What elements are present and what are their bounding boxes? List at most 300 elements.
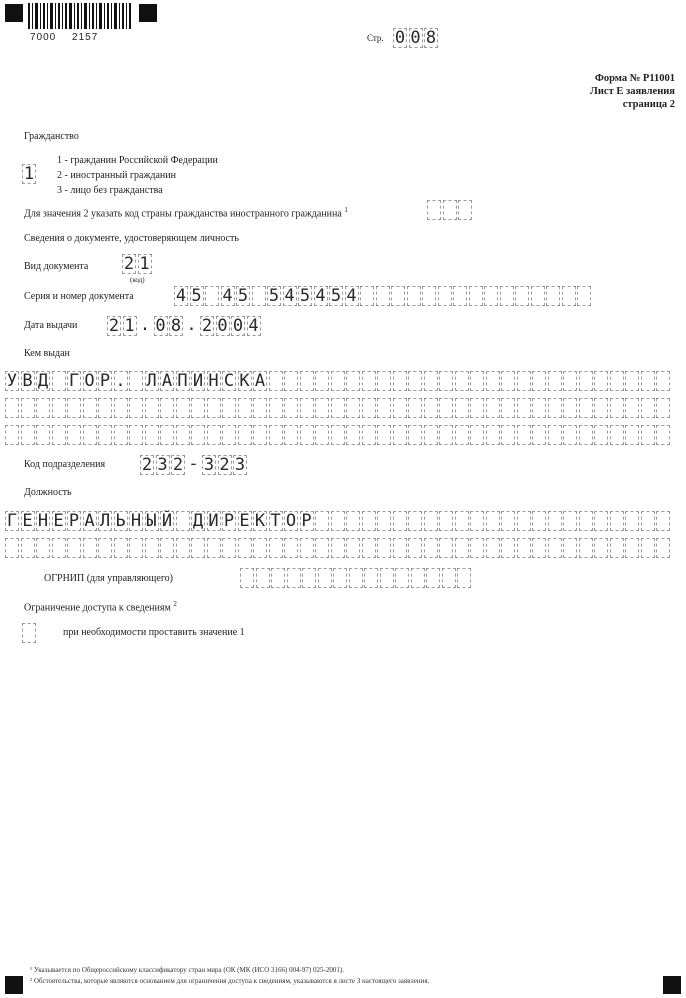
char-cell[interactable] (160, 538, 174, 558)
char-cell[interactable] (395, 568, 409, 588)
char-cell[interactable] (470, 371, 484, 391)
char-cell[interactable]: Г (6, 511, 18, 531)
char-cell[interactable] (656, 425, 670, 445)
char-cell[interactable]: 3 (203, 455, 215, 475)
document-number-boxes[interactable] (174, 286, 593, 306)
char-cell[interactable]: А (84, 511, 95, 531)
char-cell[interactable] (346, 371, 360, 391)
char-cell[interactable] (377, 511, 391, 531)
char-cell[interactable]: 4 (284, 286, 295, 306)
char-cell[interactable] (469, 286, 483, 306)
char-cell[interactable] (287, 568, 301, 588)
char-cell[interactable] (284, 371, 298, 391)
char-cell[interactable] (191, 398, 205, 418)
char-cell[interactable] (252, 286, 266, 306)
char-cell[interactable]: 1 (124, 316, 135, 336)
char-cell[interactable] (284, 398, 298, 418)
char-cell[interactable]: Р (223, 511, 235, 531)
char-cell[interactable] (532, 425, 546, 445)
char-cell[interactable] (315, 425, 329, 445)
char-cell[interactable] (222, 425, 236, 445)
char-cell[interactable] (36, 398, 50, 418)
char-cell[interactable]: К (254, 511, 266, 531)
char-cell[interactable] (484, 286, 498, 306)
char-cell[interactable] (346, 511, 360, 531)
char-cell[interactable] (625, 538, 639, 558)
char-cell[interactable] (548, 538, 562, 558)
page-number-boxes[interactable] (393, 28, 440, 48)
char-cell[interactable]: 2 (201, 316, 213, 336)
char-cell[interactable] (438, 286, 452, 306)
char-cell[interactable] (486, 425, 500, 445)
char-cell[interactable] (391, 286, 405, 306)
char-cell[interactable] (408, 371, 422, 391)
char-cell[interactable] (129, 398, 143, 418)
char-cell[interactable] (455, 511, 469, 531)
char-cell[interactable]: Ь (115, 511, 126, 531)
char-cell[interactable] (579, 538, 593, 558)
char-cell[interactable] (517, 511, 531, 531)
char-cell[interactable] (284, 425, 298, 445)
char-cell[interactable] (238, 425, 252, 445)
char-cell[interactable] (176, 538, 190, 558)
char-cell[interactable]: О (84, 371, 95, 391)
char-cell[interactable]: 3 (234, 455, 246, 475)
char-cell[interactable]: Л (99, 511, 111, 531)
char-cell[interactable] (269, 538, 283, 558)
char-cell[interactable] (579, 511, 593, 531)
char-cell[interactable] (393, 511, 407, 531)
char-cell[interactable] (256, 568, 270, 588)
char-cell[interactable] (458, 200, 472, 220)
char-cell[interactable] (426, 568, 440, 588)
char-cell[interactable] (532, 371, 546, 391)
char-cell[interactable] (362, 371, 376, 391)
char-cell[interactable] (145, 538, 159, 558)
char-cell[interactable]: Т (270, 511, 281, 531)
char-cell[interactable] (331, 538, 345, 558)
char-cell[interactable] (67, 538, 81, 558)
char-cell[interactable] (393, 371, 407, 391)
char-cell[interactable] (191, 425, 205, 445)
char-cell[interactable] (563, 425, 577, 445)
char-cell[interactable] (346, 425, 360, 445)
char-cell[interactable] (393, 398, 407, 418)
char-cell[interactable]: 0 (217, 316, 228, 336)
char-cell[interactable] (52, 425, 66, 445)
char-cell[interactable]: Г (68, 371, 80, 391)
char-cell[interactable]: О (285, 511, 297, 531)
char-cell[interactable] (145, 398, 159, 418)
char-cell[interactable]: 2 (123, 254, 135, 274)
char-cell[interactable]: 4 (222, 286, 233, 306)
char-cell[interactable] (52, 371, 66, 391)
char-cell[interactable] (625, 398, 639, 418)
char-cell[interactable] (207, 398, 221, 418)
char-cell[interactable] (563, 538, 577, 558)
char-cell[interactable]: А (161, 371, 173, 391)
char-cell[interactable] (315, 371, 329, 391)
char-cell[interactable] (407, 286, 421, 306)
char-cell[interactable] (362, 511, 376, 531)
char-cell[interactable] (207, 538, 221, 558)
char-cell[interactable] (532, 511, 546, 531)
char-cell[interactable] (205, 286, 219, 306)
char-cell[interactable] (500, 286, 514, 306)
char-cell[interactable] (442, 568, 456, 588)
char-cell[interactable] (579, 398, 593, 418)
char-cell[interactable] (98, 538, 112, 558)
char-cell[interactable] (486, 538, 500, 558)
char-cell[interactable] (269, 398, 283, 418)
char-cell[interactable]: В (22, 371, 33, 391)
char-cell[interactable] (240, 568, 254, 588)
char-cell[interactable] (457, 568, 471, 588)
char-cell[interactable] (83, 398, 97, 418)
char-cell[interactable] (625, 511, 639, 531)
char-cell[interactable] (439, 371, 453, 391)
char-cell[interactable]: А (254, 371, 266, 391)
char-cell[interactable] (346, 398, 360, 418)
char-cell[interactable] (610, 398, 624, 418)
char-cell[interactable]: Й (161, 511, 173, 531)
char-cell[interactable] (362, 538, 376, 558)
char-cell[interactable] (439, 425, 453, 445)
char-cell[interactable] (424, 398, 438, 418)
char-cell[interactable]: 4 (315, 286, 326, 306)
char-cell[interactable] (362, 398, 376, 418)
char-cell[interactable] (346, 538, 360, 558)
char-cell[interactable] (67, 398, 81, 418)
char-cell[interactable] (5, 398, 19, 418)
char-cell[interactable] (532, 538, 546, 558)
char-cell[interactable]: 4 (346, 286, 357, 306)
char-cell[interactable] (610, 538, 624, 558)
char-cell[interactable] (515, 286, 529, 306)
char-cell[interactable] (610, 511, 624, 531)
char-cell[interactable] (562, 286, 576, 306)
char-cell[interactable]: 5 (330, 286, 342, 306)
char-cell[interactable] (364, 568, 378, 588)
char-cell[interactable] (455, 538, 469, 558)
char-cell[interactable] (318, 568, 332, 588)
char-cell[interactable]: 4 (248, 316, 259, 336)
char-cell[interactable] (129, 371, 143, 391)
char-cell[interactable]: Н (208, 371, 219, 391)
char-cell[interactable] (408, 398, 422, 418)
char-cell[interactable]: 2 (108, 316, 120, 336)
char-cell[interactable] (424, 538, 438, 558)
char-cell[interactable]: П (177, 371, 188, 391)
char-cell[interactable] (641, 371, 655, 391)
issued-by-line-1[interactable] (5, 371, 672, 391)
char-cell[interactable]: Е (22, 511, 33, 531)
position-line-1[interactable] (5, 511, 672, 531)
char-cell[interactable] (377, 371, 391, 391)
char-cell[interactable] (331, 511, 345, 531)
char-cell[interactable] (439, 511, 453, 531)
char-cell[interactable] (269, 425, 283, 445)
char-cell[interactable] (300, 425, 314, 445)
char-cell[interactable] (548, 511, 562, 531)
char-cell[interactable] (594, 511, 608, 531)
char-cell[interactable] (641, 538, 655, 558)
char-cell[interactable] (470, 425, 484, 445)
char-cell[interactable]: С (223, 371, 235, 391)
char-cell[interactable] (656, 538, 670, 558)
char-cell[interactable] (517, 371, 531, 391)
char-cell[interactable] (408, 538, 422, 558)
char-cell[interactable] (424, 371, 438, 391)
document-type-boxes[interactable] (122, 254, 153, 274)
char-cell[interactable]: К (239, 371, 250, 391)
char-cell[interactable] (393, 538, 407, 558)
char-cell[interactable] (577, 286, 591, 306)
char-cell[interactable]: Р (301, 511, 312, 531)
char-cell[interactable] (360, 286, 374, 306)
char-cell[interactable] (362, 425, 376, 445)
char-cell[interactable] (21, 398, 35, 418)
char-cell[interactable] (129, 425, 143, 445)
char-cell[interactable] (517, 398, 531, 418)
char-cell[interactable] (486, 398, 500, 418)
char-cell[interactable]: 5 (237, 286, 249, 306)
char-cell[interactable]: Р (99, 371, 111, 391)
issue-date-boxes[interactable] (107, 316, 262, 336)
issue-date-label: Дата выдачи (24, 320, 78, 331)
char-cell[interactable] (160, 398, 174, 418)
char-cell[interactable]: 0 (155, 316, 166, 336)
char-cell[interactable] (67, 425, 81, 445)
char-cell[interactable] (641, 511, 655, 531)
char-cell[interactable] (253, 398, 267, 418)
char-cell[interactable]: Д (192, 511, 204, 531)
char-cell[interactable] (377, 398, 391, 418)
char-cell[interactable] (380, 568, 394, 588)
char-cell[interactable] (439, 398, 453, 418)
char-cell[interactable] (422, 286, 436, 306)
char-cell[interactable] (548, 398, 562, 418)
char-cell[interactable] (455, 398, 469, 418)
char-cell[interactable] (98, 425, 112, 445)
division-code-boxes[interactable] (140, 455, 249, 475)
char-cell[interactable]: Е (239, 511, 250, 531)
char-cell[interactable]: У (6, 371, 18, 391)
char-cell[interactable] (83, 538, 97, 558)
char-cell[interactable] (114, 425, 128, 445)
char-cell[interactable] (5, 425, 19, 445)
char-cell[interactable]: 2 (141, 455, 153, 475)
char-cell[interactable] (594, 538, 608, 558)
char-cell[interactable] (333, 568, 347, 588)
char-cell[interactable] (470, 511, 484, 531)
char-cell[interactable] (315, 398, 329, 418)
char-cell[interactable] (315, 511, 329, 531)
char-cell[interactable]: Н (130, 511, 142, 531)
position-line-2[interactable] (5, 538, 672, 558)
char-cell[interactable] (594, 371, 608, 391)
char-cell[interactable]: 4 (175, 286, 187, 306)
char-cell[interactable] (548, 425, 562, 445)
char-cell[interactable] (641, 425, 655, 445)
char-cell[interactable]: 0 (232, 316, 244, 336)
char-cell[interactable] (271, 568, 285, 588)
char-cell[interactable] (300, 398, 314, 418)
char-cell[interactable] (579, 371, 593, 391)
char-cell[interactable] (486, 371, 500, 391)
char-cell[interactable] (98, 398, 112, 418)
char-cell[interactable] (269, 371, 283, 391)
char-cell[interactable] (548, 371, 562, 391)
char-cell[interactable] (656, 511, 670, 531)
char-cell[interactable] (207, 425, 221, 445)
char-cell[interactable] (176, 511, 190, 531)
restriction-box[interactable] (22, 623, 38, 643)
char-cell[interactable]: 0 (394, 28, 406, 48)
char-cell[interactable] (656, 398, 670, 418)
char-cell[interactable] (424, 425, 438, 445)
char-cell[interactable] (238, 398, 252, 418)
char-cell[interactable]: 8 (170, 316, 182, 336)
char-cell[interactable] (501, 538, 515, 558)
char-cell[interactable]: 8 (425, 28, 437, 48)
char-cell[interactable] (331, 371, 345, 391)
char-cell[interactable] (253, 425, 267, 445)
char-cell[interactable] (517, 425, 531, 445)
char-cell[interactable]: Ы (146, 511, 157, 531)
char-cell[interactable]: 3 (157, 455, 168, 475)
char-cell[interactable] (302, 568, 316, 588)
char-cell[interactable] (331, 425, 345, 445)
char-cell[interactable] (563, 398, 577, 418)
char-cell[interactable] (315, 538, 329, 558)
char-cell[interactable] (625, 371, 639, 391)
char-cell[interactable] (501, 425, 515, 445)
char-cell[interactable] (641, 398, 655, 418)
char-cell[interactable]: 1 (23, 164, 35, 184)
char-cell[interactable] (610, 371, 624, 391)
char-cell[interactable] (191, 538, 205, 558)
char-cell[interactable] (443, 200, 457, 220)
char-cell[interactable] (563, 371, 577, 391)
char-cell[interactable] (501, 398, 515, 418)
char-cell[interactable] (22, 623, 36, 643)
char-cell[interactable] (470, 538, 484, 558)
char-cell[interactable] (411, 568, 425, 588)
char-cell[interactable] (393, 425, 407, 445)
restriction-hint: при необходимости проставить значение 1 (63, 627, 245, 638)
char-cell[interactable] (531, 286, 545, 306)
char-cell[interactable] (408, 511, 422, 531)
char-cell[interactable] (377, 538, 391, 558)
char-cell[interactable] (501, 371, 515, 391)
char-cell[interactable] (36, 425, 50, 445)
char-cell[interactable]: 2 (172, 455, 184, 475)
issued-by-line-2[interactable] (5, 398, 672, 418)
char-cell[interactable] (501, 511, 515, 531)
char-cell[interactable]: Н (37, 511, 49, 531)
char-cell[interactable] (594, 425, 608, 445)
char-cell[interactable] (377, 425, 391, 445)
char-cell[interactable] (563, 511, 577, 531)
char-cell[interactable] (5, 538, 19, 558)
barcode-bars (28, 3, 134, 29)
char-cell[interactable] (349, 568, 363, 588)
char-cell[interactable] (300, 371, 314, 391)
citizenship-box[interactable] (22, 164, 38, 184)
char-cell[interactable] (52, 398, 66, 418)
char-cell[interactable]: И (208, 511, 219, 531)
char-cell[interactable]: Р (68, 511, 80, 531)
char-cell[interactable] (129, 538, 143, 558)
issued-by-line-3[interactable] (5, 425, 672, 445)
char-cell[interactable] (284, 538, 298, 558)
char-cell[interactable]: 0 (410, 28, 421, 48)
char-cell[interactable] (579, 425, 593, 445)
char-cell[interactable] (331, 398, 345, 418)
char-cell[interactable] (52, 538, 66, 558)
char-cell[interactable] (427, 200, 441, 220)
char-cell[interactable] (532, 398, 546, 418)
char-cell[interactable] (517, 538, 531, 558)
char-cell[interactable]: 5 (191, 286, 202, 306)
char-cell[interactable] (21, 425, 35, 445)
char-cell[interactable]: Д (37, 371, 49, 391)
char-cell[interactable] (594, 398, 608, 418)
char-cell[interactable] (486, 511, 500, 531)
char-cell[interactable] (176, 425, 190, 445)
char-cell[interactable] (222, 398, 236, 418)
char-cell[interactable] (625, 425, 639, 445)
char-cell[interactable] (145, 425, 159, 445)
country-code-boxes[interactable] (427, 200, 474, 220)
char-cell[interactable] (470, 398, 484, 418)
char-cell[interactable] (176, 398, 190, 418)
citizenship-label: Гражданство (24, 131, 79, 142)
char-cell[interactable]: 2 (219, 455, 230, 475)
char-cell[interactable] (376, 286, 390, 306)
char-cell[interactable] (610, 425, 624, 445)
char-cell[interactable] (114, 398, 128, 418)
char-cell[interactable]: Е (53, 511, 64, 531)
char-cell[interactable]: 5 (299, 286, 311, 306)
ogrnip-boxes[interactable] (240, 568, 473, 588)
char-cell[interactable] (222, 538, 236, 558)
char-cell[interactable]: . (115, 371, 126, 391)
char-cell[interactable] (439, 538, 453, 558)
char-cell[interactable] (455, 425, 469, 445)
char-cell[interactable] (238, 538, 252, 558)
char-cell[interactable]: 1 (139, 254, 150, 274)
char-cell[interactable] (253, 538, 267, 558)
char-cell[interactable] (656, 371, 670, 391)
char-cell[interactable] (21, 538, 35, 558)
char-cell[interactable] (408, 425, 422, 445)
char-cell[interactable] (455, 371, 469, 391)
char-cell[interactable]: Л (146, 371, 157, 391)
char-cell[interactable] (160, 425, 174, 445)
char-cell[interactable]: 5 (268, 286, 280, 306)
char-cell[interactable] (453, 286, 467, 306)
char-cell[interactable] (83, 425, 97, 445)
separator-cell: - (188, 454, 199, 474)
char-cell[interactable] (424, 511, 438, 531)
char-cell[interactable] (36, 538, 50, 558)
char-cell[interactable] (300, 538, 314, 558)
char-cell[interactable]: И (192, 371, 204, 391)
char-cell[interactable] (546, 286, 560, 306)
char-cell[interactable] (114, 538, 128, 558)
